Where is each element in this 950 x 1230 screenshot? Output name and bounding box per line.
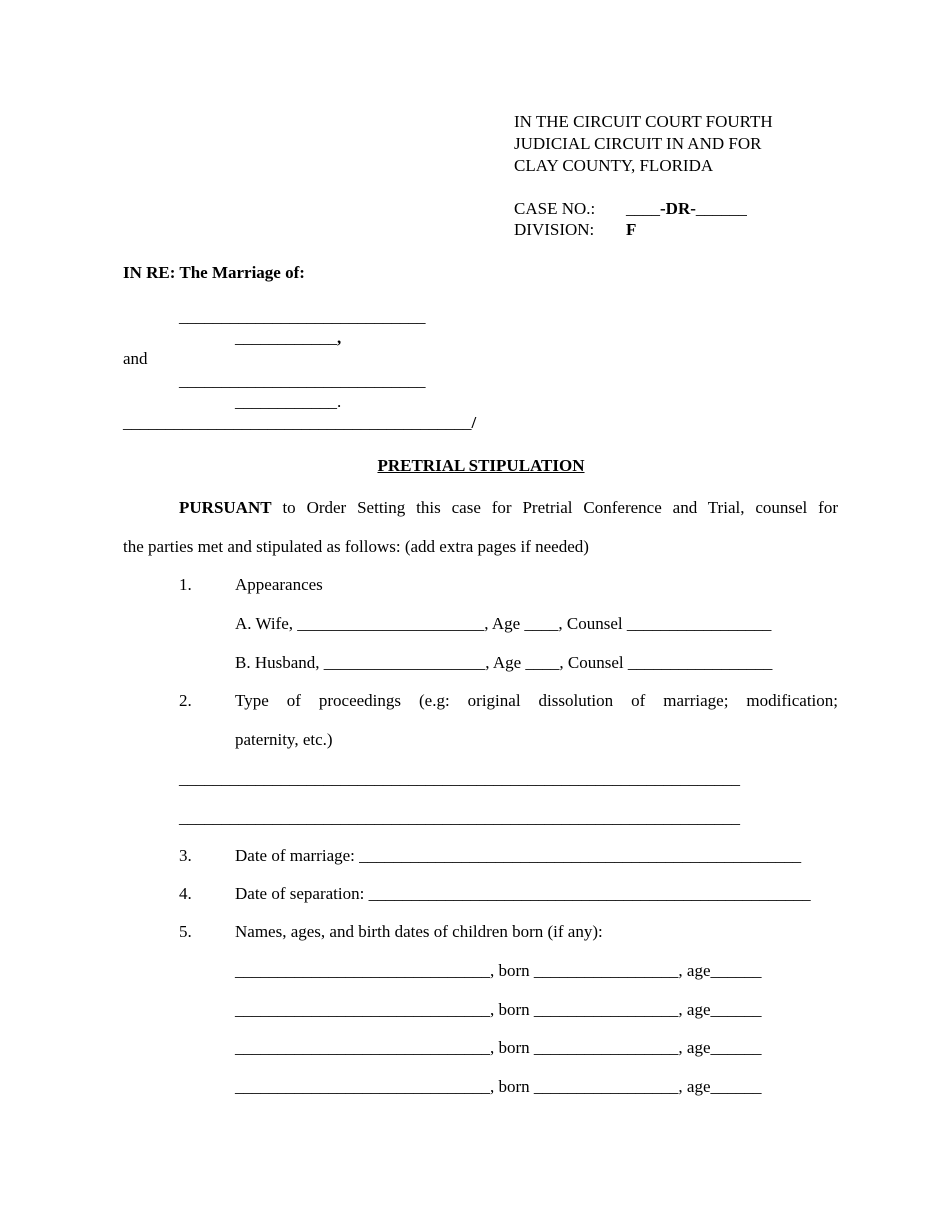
proceedings-blank-line-2: __________________________________________________________________ [179, 808, 740, 827]
in-re-heading: IN RE: The Marriage of: [123, 263, 305, 282]
party1-sub-line: ____________, [235, 328, 342, 347]
document-title: PRETRIAL STIPULATION [377, 456, 585, 475]
case-no-label: CASE NO.: [514, 199, 596, 218]
item-2-text-line-2: paternity, etc.) [235, 730, 333, 749]
child-line: ______________________________, born _________________, age______ [235, 1038, 762, 1057]
item-1-number: 1. [179, 575, 192, 594]
court-line-2: JUDICIAL CIRCUIT IN AND FOR [514, 134, 762, 153]
intro-line-2: the parties met and stipulated as follows: (add extra pages if needed) [123, 537, 589, 556]
child-line: ______________________________, born _________________, age______ [235, 1077, 762, 1096]
intro-line-1: PURSUANT to Order Setting this case for Pretrial Conference and Trial, counsel for [179, 498, 838, 517]
item-4-number: 4. [179, 884, 192, 903]
item-5-label: Names, ages, and birth dates of children born (if any): [235, 922, 603, 941]
date-of-marriage-line: Date of marriage: ____________________________________________________ [235, 846, 802, 865]
item-2-text-line-1: Type of proceedings (e.g: original dissolution of marriage; modification; [235, 691, 838, 710]
item-2-number: 2. [179, 691, 192, 710]
and-label: and [123, 349, 148, 368]
date-of-separation-line: Date of separation: ____________________________________________________ [235, 884, 811, 903]
item-3-number: 3. [179, 846, 192, 865]
caption-rule: _________________________________________/ [123, 413, 477, 432]
child-line: ______________________________, born _________________, age______ [235, 1000, 762, 1019]
husband-appearance-line: B. Husband, ___________________, Age ____, Counsel _________________ [235, 653, 773, 672]
division-label: DIVISION: [514, 220, 595, 239]
proceedings-blank-line-1: __________________________________________________________________ [179, 769, 740, 788]
division-value: F [626, 220, 637, 239]
court-line-1: IN THE CIRCUIT COURT FOURTH [514, 112, 773, 131]
court-line-3: CLAY COUNTY, FLORIDA [514, 156, 714, 175]
party2-name-line: _____________________________ [179, 371, 426, 390]
item-5-number: 5. [179, 922, 192, 941]
case-no-value: ____-DR-______ [626, 199, 747, 218]
party2-sub-line: ____________. [235, 392, 342, 411]
party1-name-line: _____________________________ [179, 307, 426, 326]
wife-appearance-line: A. Wife, ______________________, Age ____, Counsel _________________ [235, 614, 772, 633]
item-1-label: Appearances [235, 575, 323, 594]
child-line: ______________________________, born _________________, age______ [235, 961, 762, 980]
